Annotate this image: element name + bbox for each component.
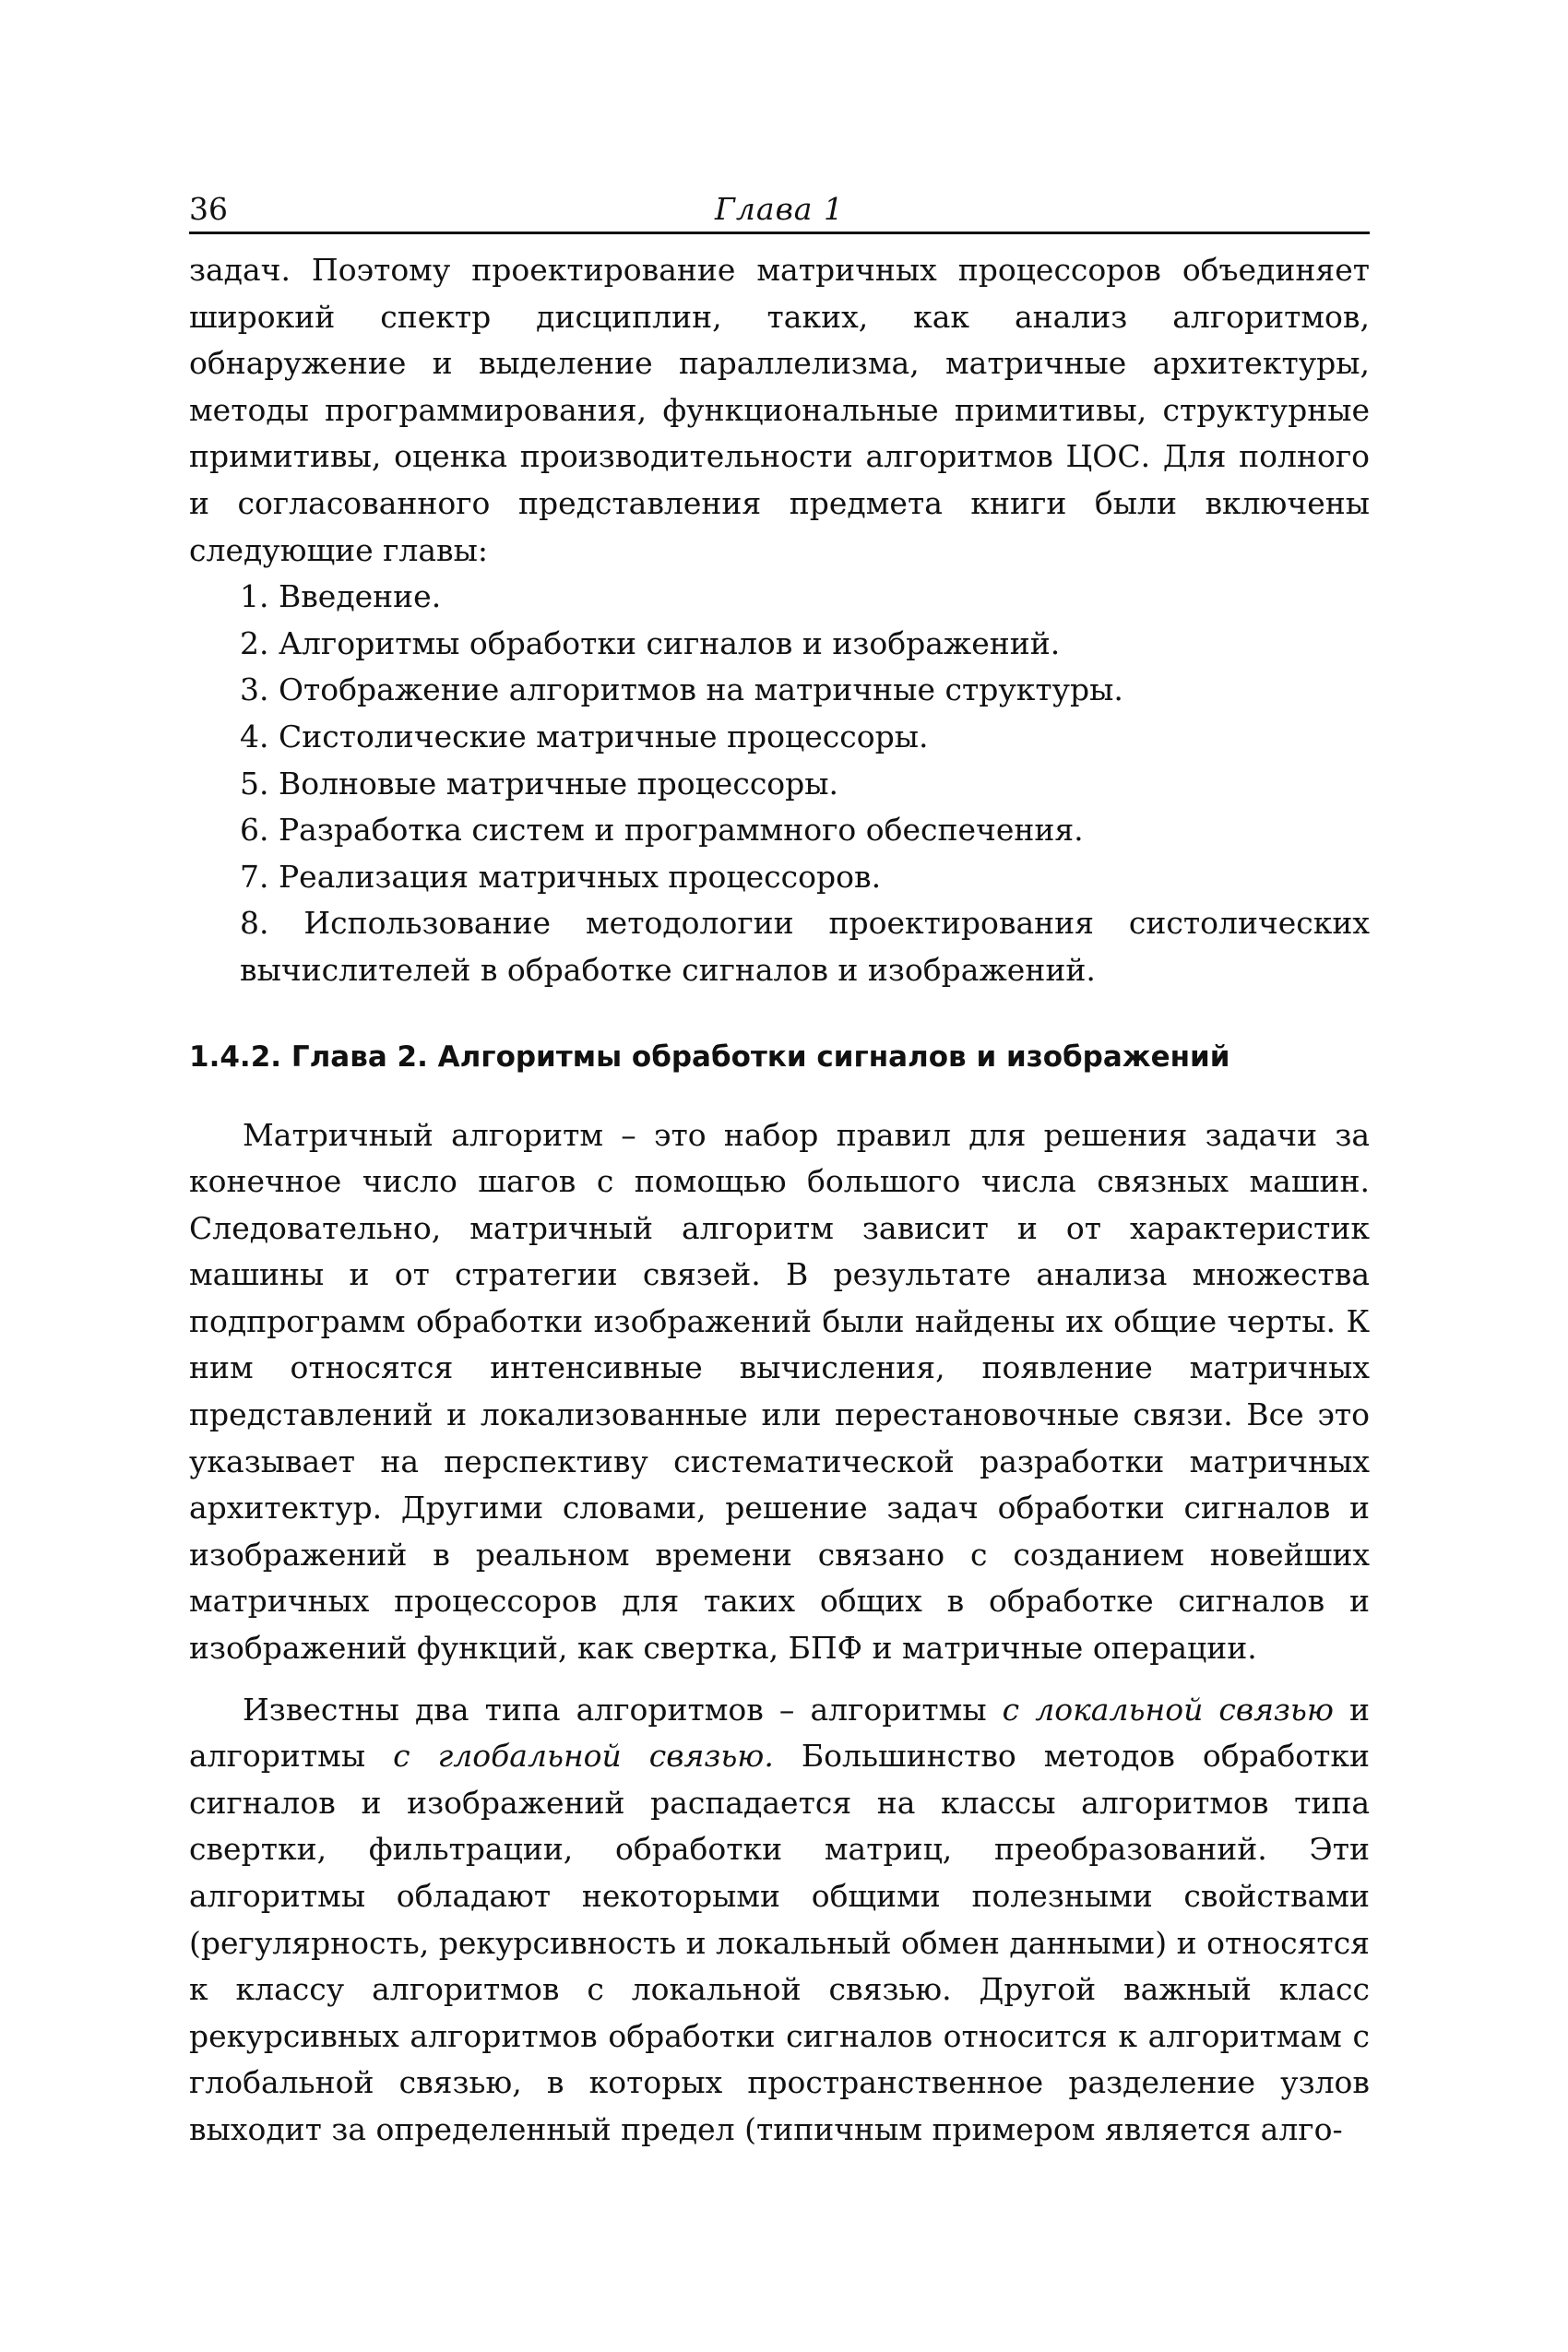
emphasis-global-link: с глобальной связью. <box>393 1738 774 1775</box>
paragraph-2-text: Большинство методов обработки сигналов и изображений распадается на классы алгоритмов типа свертки, фильтрации, обработки матриц, преобразований. Эти алгоритмы обладают некоторыми общими полезными свойствами (регулярность, рекурсивность и локальный обмен данными) и относятся к классу алгоритмов с локальной связью. Другой важный класс рекурсивных алгоритмов обработки сигналов относится к алгоритмам с глобальной связью, в которых пространственное разделение узлов выходит за определенный предел (типичным примером является алго- <box>189 1738 1371 2147</box>
list-item: 8. Использование методологии проектирования систолических вычислителей в обработке сигналов и изображений. <box>240 905 1370 988</box>
page-number: 36 <box>189 191 228 227</box>
body-paragraph-1: Матричный алгоритм – это набор правил для решения задачи за конечное число шагов с помощью большого числа связных машин. Следовательно, матричный алгоритм зависит и от характеристик машины и от стратегии связей. В результате анализа множества подпрограмм обработки изображений были найдены их общие черты. К ним относятся интенсивные вычисления, появление матричных представлений и локализованные или перестановочные связи. Все это указывает на перспективу систематической разработки матричных архитектур. Другими словами, решение задач обработки сигналов и изображений в реальном времени связано с созданием новейших матричных процессоров для таких общих в обработке сигналов и изображений функций, как свертка, БПФ и матричные операции. <box>189 1116 1370 1667</box>
list-item: 2. Алгоритмы обработки сигналов и изображений. <box>240 624 1061 661</box>
page-header <box>189 189 1370 234</box>
chapters-list <box>189 574 1370 993</box>
paragraph-2-text: и алгоритмы <box>189 1691 1371 1775</box>
intro-paragraph: задач. Поэтому проектирование матричных процессоров объединяет широкий спектр дисциплин, таких, как анализ алгоритмов, обнаружение и выделение параллелизма, матричные архитектуры, методы программирования, функциональные примитивы, структурные примитивы, оценка производительности алгоритмов ЦОС. Для полного и согласованного представления предмета книги были включены следующие главы: <box>189 252 1370 568</box>
list-item: 4. Систолические матричные процессоры. <box>240 718 929 754</box>
emphasis-local-link: с локальной связью <box>1002 1691 1334 1728</box>
list-item: 7. Реализация матричных процессоров. <box>240 858 882 895</box>
section-heading: 1.4.2. Глава 2. Алгоритмы обработки сигналов и изображений <box>189 1039 1230 1074</box>
book-page <box>189 189 1370 2154</box>
paragraph-2-text: Известны два типа алгоритмов – алгоритмы <box>243 1691 1003 1728</box>
list-item: 6. Разработка систем и программного обеспечения. <box>240 812 1084 849</box>
running-title: Глава 1 <box>715 191 844 227</box>
list-item: 3. Отображение алгоритмов на матричные структуры. <box>240 671 1123 708</box>
list-item: 5. Волновые матричные процессоры. <box>240 765 839 802</box>
list-item: 1. Введение. <box>240 578 442 615</box>
body-paragraph-2 <box>189 1687 1370 2154</box>
